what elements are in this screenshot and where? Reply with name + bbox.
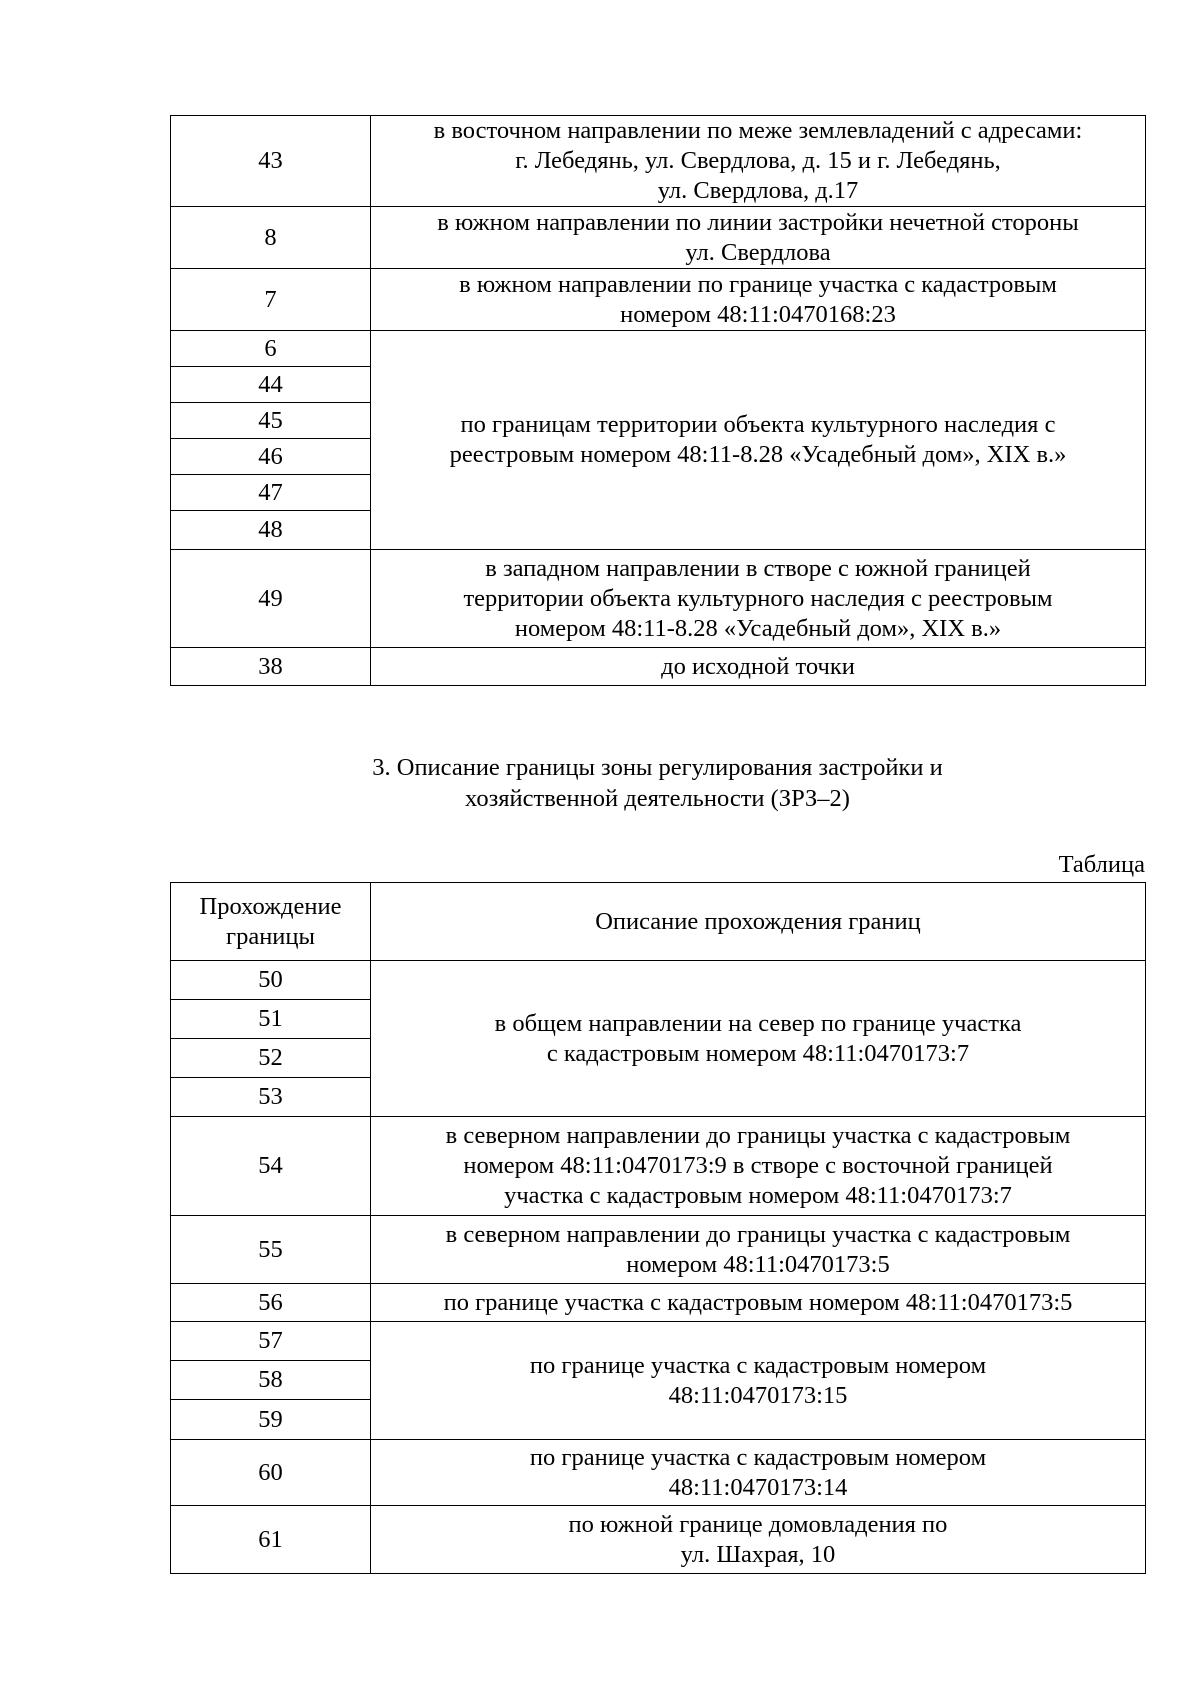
point-number: 61 [171, 1506, 371, 1574]
boundary-description: по границе участка с кадастровым номером 48:11:0470173:15 [371, 1322, 1146, 1440]
point-number: 50 [171, 961, 371, 1000]
point-number: 57 [171, 1322, 371, 1361]
table-row [171, 1322, 1146, 1361]
point-number: 60 [171, 1440, 371, 1506]
point-number: 7 [171, 269, 371, 331]
table-row [171, 961, 1146, 1000]
boundary-description: до исходной точки [371, 648, 1146, 686]
point-number: 59 [171, 1400, 371, 1440]
table-row [171, 648, 1146, 686]
point-number: 38 [171, 648, 371, 686]
boundary-description: в восточном направлении по меже землевладений с адресами: г. Лебедянь, ул. Свердлова, д. 15 и г. Лебедянь, ул. Свердлова, д.17 [371, 116, 1146, 207]
table-caption: Таблица [1058, 851, 1145, 878]
table-row [171, 1216, 1146, 1284]
boundary-description: по южной границе домовладения по ул. Шахрая, 10 [371, 1506, 1146, 1574]
section-heading-line: хозяйственной деятельности (ЗРЗ–2) [465, 785, 850, 812]
point-number: 44 [171, 367, 371, 403]
point-number: 46 [171, 439, 371, 475]
column-header-description: Описание прохождения границ [371, 883, 1146, 961]
zrz2-boundary-table [170, 882, 1146, 1574]
point-number: 58 [171, 1361, 371, 1400]
point-number: 51 [171, 1000, 371, 1039]
point-number: 43 [171, 116, 371, 207]
point-number: 48 [171, 511, 371, 550]
boundary-description: в южном направлении по линии застройки нечетной стороны ул. Свердлова [371, 207, 1146, 269]
section-heading [170, 752, 1145, 814]
point-number: 56 [171, 1284, 371, 1322]
table-row [171, 1284, 1146, 1322]
table-row [171, 116, 1146, 207]
table-row [171, 207, 1146, 269]
table-row [171, 1440, 1146, 1506]
table-row [171, 1117, 1146, 1216]
table-row [171, 331, 1146, 367]
point-number: 55 [171, 1216, 371, 1284]
boundary-description: в северном направлении до границы участка с кадастровым номером 48:11:0470173:9 в створе с восточной границей участка с кадастровым номером 48:11:0470173:7 [371, 1117, 1146, 1216]
table-row [171, 269, 1146, 331]
boundary-description: в южном направлении по границе участка с кадастровым номером 48:11:0470168:23 [371, 269, 1146, 331]
boundary-description: по границам территории объекта культурного наследия с реестровым номером 48:11-8.28 «Усадебный дом», XIX в.» [371, 331, 1146, 550]
boundary-description: в западном направлении в створе с южной границей территории объекта культурного наследия с реестровым номером 48:11-8.28 «Усадебный дом», XIX в.» [371, 550, 1146, 648]
point-number: 45 [171, 403, 371, 439]
boundary-description: в общем направлении на север по границе участка с кадастровым номером 48:11:0470173:7 [371, 961, 1146, 1117]
point-number: 6 [171, 331, 371, 367]
boundary-table-continued [170, 115, 1146, 686]
point-number: 54 [171, 1117, 371, 1216]
section-heading-line: 3. Описание границы зоны регулирования застройки и [372, 754, 943, 781]
point-number: 49 [171, 550, 371, 648]
table-row [171, 1506, 1146, 1574]
point-number: 8 [171, 207, 371, 269]
point-number: 47 [171, 475, 371, 511]
boundary-description: по границе участка с кадастровым номером 48:11:0470173:5 [371, 1284, 1146, 1322]
point-number: 53 [171, 1078, 371, 1117]
boundary-description: по границе участка с кадастровым номером 48:11:0470173:14 [371, 1440, 1146, 1506]
boundary-description: в северном направлении до границы участка с кадастровым номером 48:11:0470173:5 [371, 1216, 1146, 1284]
table-row [171, 550, 1146, 648]
point-number: 52 [171, 1039, 371, 1078]
table-header-row [171, 883, 1146, 961]
column-header-boundary: Прохождение границы [171, 883, 371, 961]
